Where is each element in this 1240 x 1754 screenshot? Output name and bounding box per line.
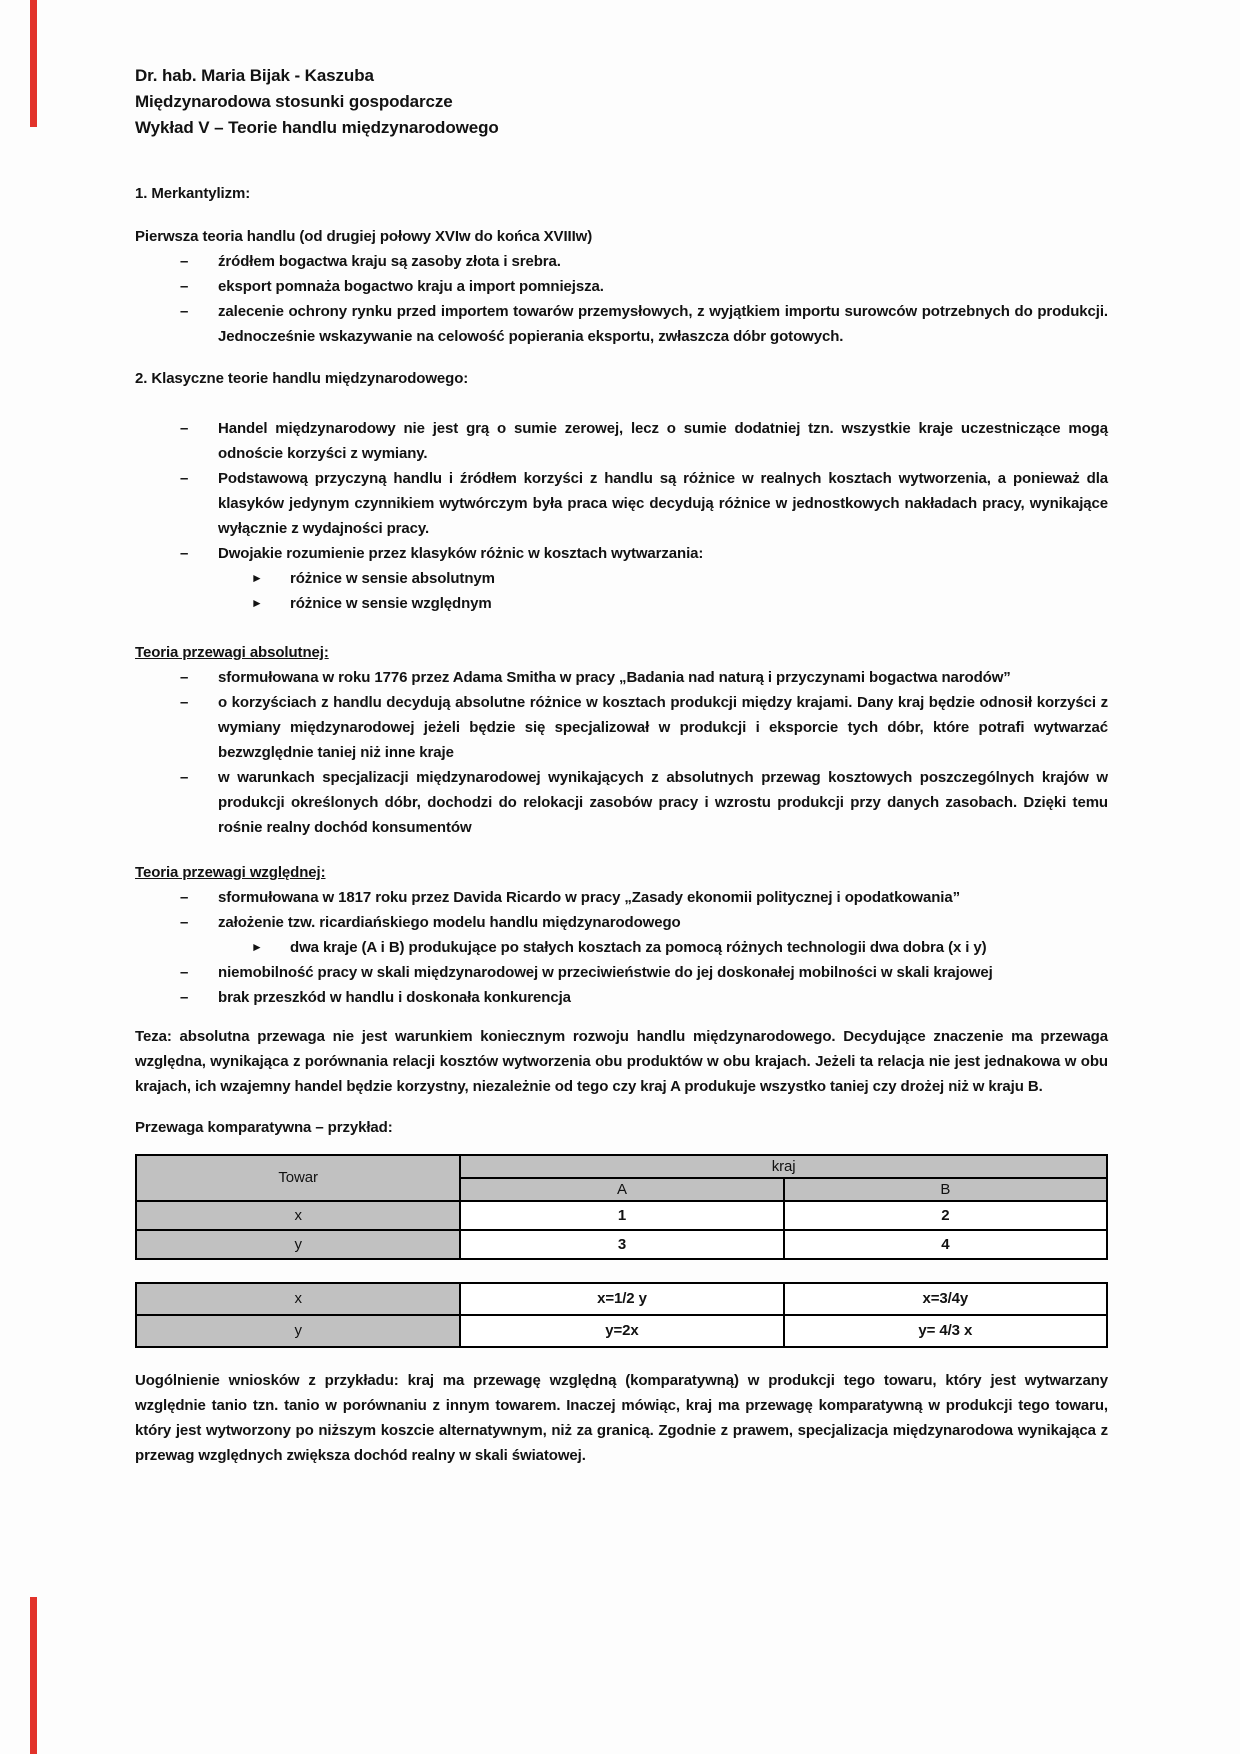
comparative-bullet-4 xyxy=(135,985,1108,1010)
dash-marker: – xyxy=(180,303,189,320)
section-2-number: 2. xyxy=(135,370,148,387)
classical-subbullet-2 xyxy=(135,591,1108,616)
row-label-cell: x xyxy=(136,1283,460,1315)
bullet-text: sformułowana w 1817 roku przez Davida Ricardo w pracy „Zasady ekonomii politycznej i opodatkowania” xyxy=(218,889,960,906)
bullet-text: o korzyściach z handlu decydują absolutne różnice w kosztach produkcji między krajami. Dany kraj będzie odnosił korzyści z wymiany międzynarodowej jeżeli będzie się specjalizował w produkcji i eksporcie tych dóbr, które potrafi wytwarzać bezwzględnie taniej niż inne kraje xyxy=(218,694,1108,761)
spacer xyxy=(135,1348,1108,1368)
thesis-label: Teza: xyxy=(135,1028,172,1045)
dash-marker: – xyxy=(180,914,189,931)
value-cell: y=2x xyxy=(460,1315,783,1347)
classical-bullet-3 xyxy=(135,541,1108,566)
arrow-marker: ► xyxy=(251,940,263,954)
table-header-row xyxy=(136,1155,1107,1178)
dash-marker: – xyxy=(180,989,189,1006)
arrow-marker: ► xyxy=(251,596,263,610)
spacer xyxy=(135,1099,1108,1115)
document-header xyxy=(135,63,1108,141)
spacer xyxy=(135,349,1108,366)
dash-marker: – xyxy=(180,545,189,562)
mercantilism-bullet-3 xyxy=(135,299,1108,349)
dash-marker: – xyxy=(180,769,189,786)
value-cell: 3 xyxy=(460,1230,783,1259)
country-a-header-cell: A xyxy=(460,1178,783,1201)
example-heading: Przewaga komparatywna – przykład: xyxy=(135,1119,393,1136)
dash-marker: – xyxy=(180,253,189,270)
bullet-text: w warunkach specjalizacji międzynarodowej wynikających z absolutnych przewag kosztowych poszczególnych krajów w produkcji określonych dóbr, dochodzi do relokacji zasobów pracy i wzrostu produkcji przy danych zasobach. Dzięki temu rośnie realny dochód konsumentów xyxy=(218,769,1108,836)
dash-marker: – xyxy=(180,669,189,686)
bullet-text: założenie tzw. ricardiańskiego modelu handlu międzynarodowego xyxy=(218,914,681,931)
thesis-text: absolutna przewaga nie jest warunkiem koniecznym rozwoju handlu międzynarodowego. Decydujące znaczenie ma przewaga względna, wynikająca z porównania relacji kosztów wytworzenia obu produktów w obu krajach. Jeżeli ta relacja nie jest jednakowa w obu krajach, ich wzajemny handel będzie korzystny, niezależnie od tego czy kraj A produkuje wszystko taniej czy drożej niż w kraju B. xyxy=(135,1028,1108,1095)
row-label-cell: y xyxy=(136,1315,460,1347)
value-cell: x=3/4y xyxy=(784,1283,1107,1315)
bullet-text: zalecenie ochrony rynku przed importem towarów przemysłowych, z wyjątkiem importu surowców potrzebnych do produkcji. Jednocześnie wskazywanie na celowość popierania eksportu, zwłaszcza dóbr gotowych. xyxy=(218,303,1108,345)
cost-relations-table xyxy=(135,1282,1108,1348)
conclusion-text: kraj ma przewagę względną (komparatywną) w produkcji tego towaru, który jest wytwarzany względnie tanio tzn. tanio w porównaniu z innym towarem. Inaczej mówiąc, kraj ma przewagę komparatywną w produkcji tego towaru, który jest wytworzony po niższym koszcie alternatywnym, niż za granicą. Zgodnie z prawem, specjalizacja międzynarodowa wynikająca z przewag względnych zwiększa dochód realny w skali światowej. xyxy=(135,1372,1108,1464)
section-1-title: Merkantylizm: xyxy=(151,185,251,202)
table-row xyxy=(136,1315,1107,1347)
country-b-header-cell: B xyxy=(784,1178,1107,1201)
conclusion-label: Uogólnienie wniosków z przykładu: xyxy=(135,1372,399,1389)
bullet-text: eksport pomnaża bogactwo kraju a import pomniejsza. xyxy=(218,278,604,295)
dash-marker: – xyxy=(180,964,189,981)
absolute-advantage-heading: Teoria przewagi absolutnej: xyxy=(135,644,329,661)
comparative-bullet-1 xyxy=(135,885,1108,910)
spacer xyxy=(135,1010,1108,1024)
value-cell: 1 xyxy=(460,1201,783,1230)
mercantilism-bullet-2 xyxy=(135,274,1108,299)
section-1-heading xyxy=(135,181,1108,206)
table-row xyxy=(136,1230,1107,1259)
unit-costs-table xyxy=(135,1154,1108,1260)
author-line: Dr. hab. Maria Bijak - Kaszuba xyxy=(135,66,374,85)
classical-bullet-2 xyxy=(135,466,1108,541)
classical-bullet-1 xyxy=(135,416,1108,466)
absolute-bullet-2 xyxy=(135,690,1108,765)
dash-marker: – xyxy=(180,278,189,295)
value-cell: x=1/2 y xyxy=(460,1283,783,1315)
bullet-text: źródłem bogactwa kraju są zasoby złota i srebra. xyxy=(218,253,561,270)
mercantilism-intro: Pierwsza teoria handlu (od drugiej połowy XVIw do końca XVIIIw) xyxy=(135,228,593,245)
dash-marker: – xyxy=(180,889,189,906)
table-row xyxy=(136,1283,1107,1315)
subbullet-text: różnice w sensie absolutnym xyxy=(290,570,495,587)
comparative-bullet-2 xyxy=(135,910,1108,935)
section-2-heading xyxy=(135,366,1108,391)
lecture-title: Wykład V – Teorie handlu międzynarodowego xyxy=(135,118,499,137)
spacer xyxy=(135,616,1108,628)
section-1-number: 1. xyxy=(135,185,148,202)
thesis-paragraph xyxy=(135,1024,1108,1099)
bullet-text: Podstawową przyczyną handlu i źródłem korzyści z handlu są różnice w realnych kosztach wytworzenia, a ponieważ dla klasyków jedynym czynnikiem wytwórczym była praca więc decydują różnice w jednostkowych nakładach pracy, wynikające wyłącznie z wydajności pracy. xyxy=(218,470,1108,537)
value-cell: 4 xyxy=(784,1230,1107,1259)
comparative-subbullet xyxy=(135,935,1108,960)
row-label-cell: x xyxy=(136,1201,460,1230)
arrow-marker: ► xyxy=(251,571,263,585)
course-line: Międzynarodowa stosunki gospodarcze xyxy=(135,92,453,111)
dash-marker: – xyxy=(180,694,189,711)
absolute-bullet-1 xyxy=(135,665,1108,690)
comparative-bullet-3 xyxy=(135,960,1108,985)
subbullet-text: różnice w sensie względnym xyxy=(290,595,492,612)
document-content xyxy=(135,63,1108,1468)
section-2-title: Klasyczne teorie handlu międzynarodowego: xyxy=(151,370,469,387)
conclusion-paragraph xyxy=(135,1368,1108,1468)
dash-marker: – xyxy=(180,470,189,487)
red-edge-mark-top xyxy=(30,0,37,127)
classical-subbullet-1 xyxy=(135,566,1108,591)
mercantilism-bullet-1 xyxy=(135,249,1108,274)
bullet-text: niemobilność pracy w skali międzynarodowej w przeciwieństwie do jej doskonałej mobilności w skali krajowej xyxy=(218,964,993,981)
subbullet-text: dwa kraje (A i B) produkujące po stałych kosztach za pomocą różnych technologii dwa dobra (x i y) xyxy=(290,939,987,956)
value-cell: 2 xyxy=(784,1201,1107,1230)
bullet-text: sformułowana w roku 1776 przez Adama Smitha w pracy „Badania nad naturą i przyczynami bogactwa narodów” xyxy=(218,669,1011,686)
red-edge-mark-bottom xyxy=(30,1597,37,1754)
bullet-text: brak przeszkód w handlu i doskonała konkurencja xyxy=(218,989,571,1006)
value-cell: y= 4/3 x xyxy=(784,1315,1107,1347)
dash-marker: – xyxy=(180,420,189,437)
row-label-cell: y xyxy=(136,1230,460,1259)
bullet-text: Handel międzynarodowy nie jest grą o sumie zerowej, lecz o sumie dodatniej tzn. wszystkie kraje uczestniczące mogą odnoście korzyści z wymiany. xyxy=(218,420,1108,462)
towar-header-cell: Towar xyxy=(136,1155,460,1201)
kraj-header-cell: kraj xyxy=(460,1155,1107,1178)
spacer xyxy=(135,840,1108,848)
comparative-advantage-heading: Teoria przewagi względnej: xyxy=(135,864,326,881)
table-row xyxy=(136,1201,1107,1230)
absolute-bullet-3 xyxy=(135,765,1108,840)
bullet-text: Dwojakie rozumienie przez klasyków różnic w kosztach wytwarzania: xyxy=(218,545,704,562)
